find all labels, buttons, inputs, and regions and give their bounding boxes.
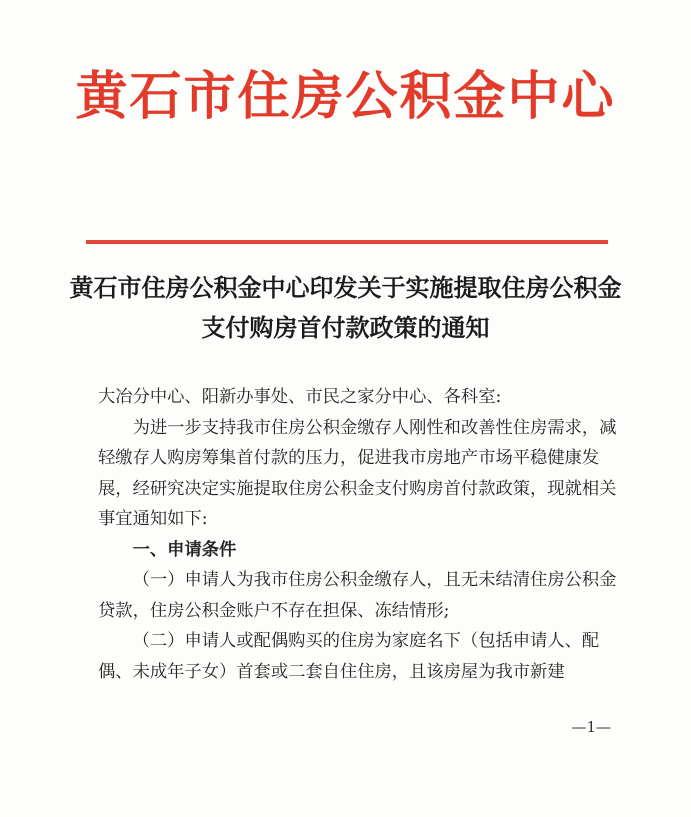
document-body [98, 382, 618, 687]
page-number: —1— [571, 718, 611, 736]
addressee: 大冶分中心、阳新办事处、市民之家分中心、各科室: [98, 387, 502, 407]
document-title-line-1: 黄石市住房公积金中心印发关于实施提取住房公积金 [69, 273, 622, 302]
red-divider-line [86, 240, 608, 244]
letterhead-title: 黄石市住房公积金中心 [75, 66, 616, 127]
section-heading: 一、申请条件 [132, 539, 237, 560]
intro-paragraph: 为进一步支持我市住房公积金缴存人刚性和改善性住房需求，减轻缴存人购房筹集首付款的压力，促进我市房地产市场平稳健康发展，经研究决定实施提取住房公积金支付购房首付款政策，现就相关事宜通知如下: [98, 417, 617, 529]
document-title-line-2: 支付购房首付款政策的通知 [201, 313, 490, 342]
document-title [60, 268, 631, 348]
condition-item-1: （一）申请人为我市住房公积金缴存人，且无未结清住房公积金贷款，住房公积金账户不存在担保、冻结情形; [98, 570, 617, 621]
condition-item-2: （二）申请人或配偶购买的住房为家庭名下（包括申请人、配偶、未成年子女）首套或二套自住住房，且该房屋为我市新建 [98, 631, 600, 682]
